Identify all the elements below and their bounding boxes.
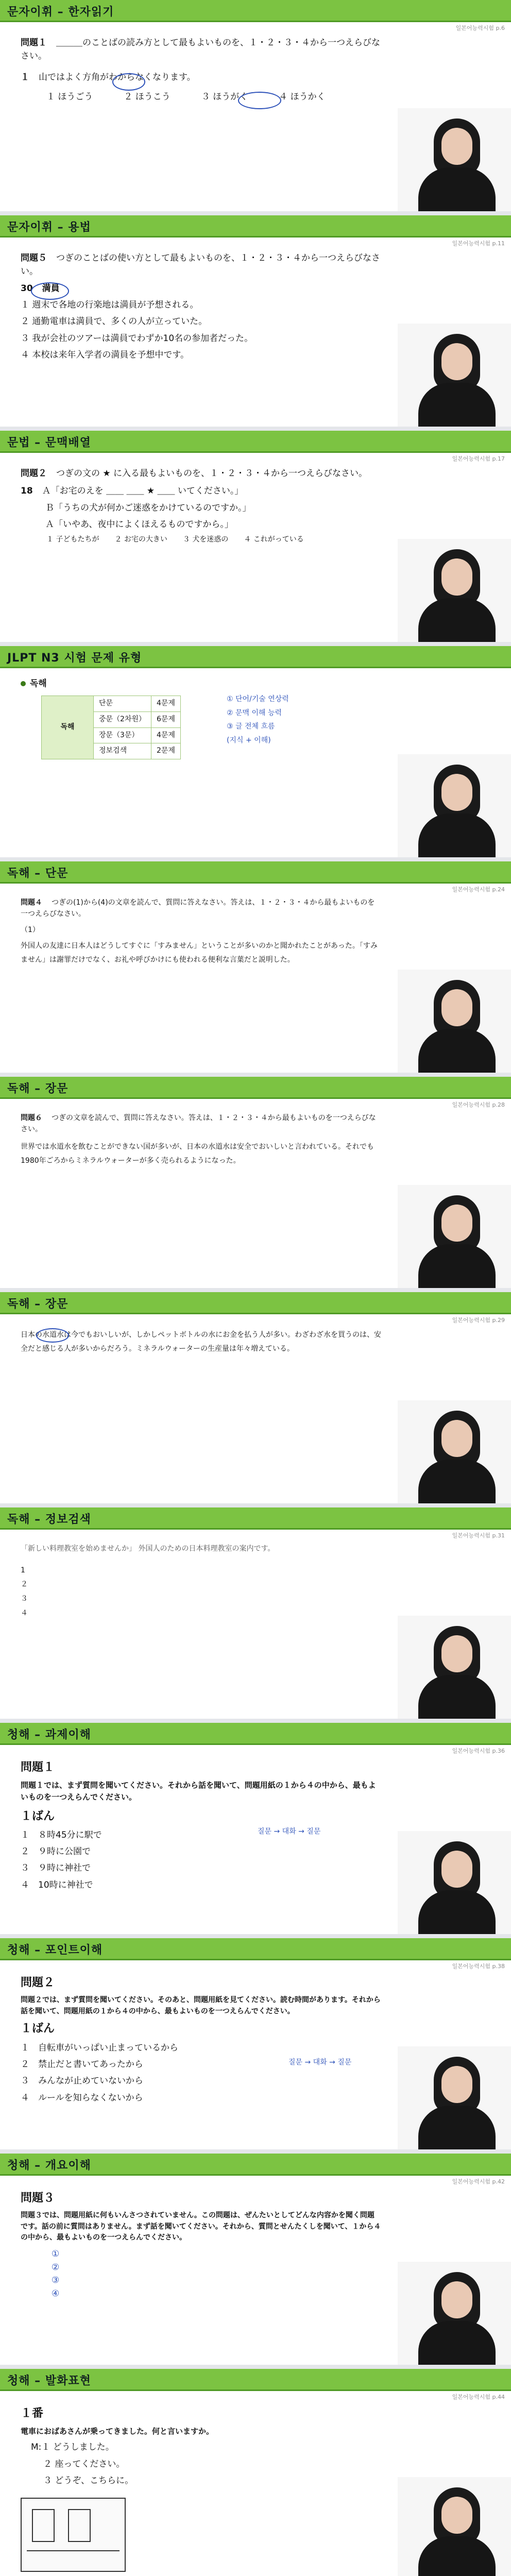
instruction: つぎの文章を読んで、質問に答えなさい。答えは、１・２・３・４から最もよいものを一つえらびなさい。	[21, 1114, 376, 1133]
slide-grammar-order	[0, 431, 511, 642]
option-1: M:１ どうしました。	[31, 2442, 114, 2453]
choice-4: ４ ほうかく	[279, 92, 326, 103]
item-number: １番	[21, 2407, 44, 2420]
page-reference: 일본어능력시험 p.38	[452, 1963, 505, 1970]
page-reference: 일본어능력시험 p.29	[452, 1317, 505, 1324]
slide-header	[0, 2369, 511, 2389]
option-3: ３ どうぞ、こちらに。	[43, 2476, 134, 2486]
slide-header	[0, 646, 511, 667]
annotation-circle	[31, 282, 69, 300]
usage-line-3: ３ 我が会社のツアーは満員でわずか10名の参加者だった。	[21, 333, 253, 344]
sub-number: （1）	[21, 926, 40, 935]
page-reference: 일본어능력시험 p.31	[452, 1532, 505, 1539]
question-number: １	[21, 72, 29, 82]
choice-4: ４	[21, 1608, 28, 1617]
instruction: 問題２では、まず質問を聞いてください。そのあと、問題用紙を見てください。読む時間があります。それから話を聞いて、問題用紙の１から４の中から、最もよいものを一つえらんでください。	[21, 1996, 381, 2015]
reading-passage: 日本の水道水は今でもおいしいが、しかしペットボトルの水にお金を払う人が多い。わざわざ水を買うのは、安全だと感じる人が多いからだろう。ミネラルウォーターの生産量は年々増えている。	[21, 1331, 381, 1353]
slide-jlpt-types	[0, 646, 511, 857]
reading-passage: 世界では水道水を飲むことができない国が多いが、日本の水道水は安全でおいしいと言われている。それでも1980年ごろからミネラルウォーターが多く売られるようになった。	[21, 1143, 374, 1165]
presenter-video	[398, 2262, 511, 2365]
target-word: 満員	[42, 283, 60, 294]
mark-2: ②	[52, 2262, 60, 2273]
annotation-circle	[112, 73, 145, 91]
question-number: 18	[21, 486, 33, 497]
page-reference: 일본어능력시험 p.17	[452, 455, 505, 462]
slide-vocab-usage	[0, 215, 511, 427]
mark-1: ①	[52, 2249, 60, 2260]
annotation-circle	[238, 92, 281, 109]
instruction: つぎのことばの使い方として最もよいものを、１・２・３・４から一つえらびなさい。	[21, 253, 380, 277]
slide-listening-utterance	[0, 2369, 511, 2576]
mark-3: ③	[52, 2275, 60, 2286]
dialog-b: Ｂ「うちの犬が何かご迷惑をかけているのですか。」	[45, 502, 251, 513]
presenter-video	[398, 108, 511, 211]
usage-line-2: ２ 通勤電車は満員で、多くの人が立っていた。	[21, 316, 208, 327]
question-label: 問題６	[21, 1114, 42, 1122]
sentence: 山ではよく方角がわからなくなります。	[39, 72, 196, 82]
instruction: 電車におばあさんが乗ってきました。何と言いますか。	[21, 2427, 214, 2436]
slide-kanji-reading	[0, 0, 511, 211]
question-type-table: 독해 단문 4문제 중문（2차원） 6문제 장문（3문） 4문제 정보검색 2문제	[41, 696, 181, 759]
mark-4: ④	[52, 2288, 60, 2299]
slide-title: 문자이휘 – 용법	[7, 221, 91, 234]
choice-1: １ ほうごう	[46, 92, 93, 103]
slide-header	[0, 0, 511, 21]
slide-title: 문법 – 문맥배열	[7, 436, 91, 449]
question-label: 問題５	[21, 253, 47, 263]
slide-header	[0, 1507, 511, 1528]
slide-header	[0, 861, 511, 882]
page-reference: 일본어능력시험 p.42	[452, 2178, 505, 2185]
choice-3: ３	[21, 1595, 28, 1603]
instruction: つぎの文の ★ に入る最もよいものを、１・２・３・４から一つえらびなさい。	[56, 468, 368, 479]
choice-2: ２	[21, 1580, 28, 1589]
problem-heading: 問題３	[21, 2192, 55, 2205]
slide-title: 독해 – 장문	[7, 1082, 69, 1095]
bullet-icon	[21, 681, 26, 686]
instruction: つぎの(1)から(4)の文章を読んで、質問に答えなさい。答えは、１・２・３・４から最もよいものを一つえらびなさい。	[21, 899, 375, 918]
presenter-video	[398, 754, 511, 857]
choice-1: １ 子どもたちが	[46, 535, 99, 544]
page-reference: 일본어능력시험 p.6	[455, 25, 505, 31]
presenter-video	[398, 970, 511, 1073]
usage-line-1: １ 週末で各地の行楽地は満員が予想される。	[21, 300, 199, 311]
section-label: 독해	[30, 679, 47, 689]
slide-title: 청해 – 포인트이해	[7, 1944, 103, 1957]
item-number: １ばん	[21, 1809, 55, 1823]
slide-reading-long	[0, 1077, 511, 1288]
slide-header	[0, 1292, 511, 1313]
presenter-video	[398, 2477, 511, 2576]
slide-header	[0, 1077, 511, 1097]
presenter-video	[398, 1831, 511, 1934]
choice-4: ４ これがっている	[244, 535, 304, 544]
slide-header	[0, 1938, 511, 1959]
train-illustration	[21, 2498, 126, 2572]
choice-2: ２ お宅の大きい	[114, 535, 167, 544]
choice-1: 1	[21, 1566, 25, 1574]
type-cell: 독해	[42, 696, 94, 759]
choice-2: ２ 禁止だと書いてあったから	[21, 2059, 143, 2070]
slide-header	[0, 1723, 511, 1743]
question-label: 問題１	[21, 38, 47, 48]
dialog-a2: Ａ「いやあ、夜中によくほえるものですから。」	[45, 519, 233, 530]
choice-3: ３ ９時に神社で	[21, 1863, 91, 1874]
slide-title: 청해 – 발화표현	[7, 2375, 91, 2387]
reading-passage: 外国人の友達に日本人はどうしてすぐに「すみません」ということが多いのかと聞かれたことがあった。「すみません」は謝罪だけでなく、お礼や呼びかけにも使われる便利な言葉だと説明した。	[21, 942, 378, 964]
choice-2: ２ ９時に公園で	[21, 1846, 91, 1857]
presenter-video	[398, 1400, 511, 1503]
slide-listening-point	[0, 1938, 511, 2149]
slide-header	[0, 215, 511, 236]
instruction: ＿＿＿のことばの読み方として最もよいものを、１・２・３・４から一つえらびなさい。	[21, 38, 380, 62]
handwritten-note: 질문 → 대화 → 질문	[258, 1827, 321, 1836]
slide-title: 독해 – 정보검색	[7, 1513, 91, 1526]
dialog-a: Ａ「お宅のえを ＿＿ ＿＿ ★ ＿＿ いてください。」	[42, 486, 244, 497]
slide-reading-long-2	[0, 1292, 511, 1503]
choice-3: ３ みんなが止めていないから	[21, 2076, 143, 2087]
choice-1: １ 自転車がいっぱい止まっているから	[21, 2042, 178, 2053]
usage-line-4: ４ 本校は来年入学者の満員を予想中です。	[21, 350, 190, 361]
choice-4: ４ 10時に神社で	[21, 1879, 93, 1890]
page-reference: 일본어능력시험 p.24	[452, 886, 505, 893]
handwritten-note: 질문 → 대화 → 질문	[288, 2058, 352, 2066]
slide-title: 청해 – 과제이해	[7, 1728, 91, 1741]
slide-info-search	[0, 1507, 511, 1719]
question-label: 問題２	[21, 468, 47, 479]
choice-3: ３ ほうがく	[201, 92, 248, 103]
handwritten-notes: ① 단어/기술 연상력 ② 문맥 이해 능력 ③ 글 전체 흐름 (지식 + 이해)	[227, 695, 289, 744]
presenter-video	[398, 1185, 511, 1288]
page-reference: 일본어능력시험 p.11	[452, 240, 505, 247]
slide-reading-short	[0, 861, 511, 1073]
presenter-video	[398, 324, 511, 427]
instruction: 問題３では、問題用紙に何もいんさつされていません。この問題は、ぜんたいとしてどんな内容かを聞く問題です。話の前に質問はありません。まず話を聞いてください。それから、質問とせんたくしを聞いて、１から４の中から、最もよいものを一つえらんでください。	[21, 2211, 381, 2242]
presenter-video	[398, 539, 511, 642]
question-label: 問題４	[21, 899, 42, 907]
question-number: 30	[21, 283, 33, 294]
slide-title: 문자이휘 – 한자읽기	[7, 6, 114, 19]
choice-1: １ ８時45分に駅で	[21, 1829, 102, 1840]
info-passage: 「新しい料理教室を始めませんか」 外国人のための日本料理教室の案内です。	[21, 1545, 275, 1553]
page-reference: 일본어능력시험 p.36	[452, 1748, 505, 1754]
choice-2: ２ ほうこう	[124, 92, 171, 103]
slide-listening-task	[0, 1723, 511, 1934]
choice-3: ３ 犬を迷惑の	[182, 535, 229, 544]
presenter-video	[398, 2046, 511, 2149]
option-2: ２ 座ってください。	[43, 2459, 125, 2469]
page-reference: 일본어능력시험 p.28	[452, 1101, 505, 1108]
slide-title: 독해 – 장문	[7, 1298, 69, 1311]
slide-listening-overview	[0, 2154, 511, 2365]
problem-heading: 問題１	[21, 1761, 55, 1774]
choice-4: ４ ルールを知らなくないから	[21, 2092, 143, 2103]
page-reference: 일본어능력시험 p.44	[452, 2394, 505, 2400]
item-number: １ばん	[21, 2022, 55, 2036]
slide-title: JLPT N3 시험 문제 유형	[7, 652, 142, 665]
slide-header	[0, 431, 511, 451]
instruction: 問題１では、まず質問を聞いてください。それから話を聞いて、問題用紙の１から４の中から、最もよいものを一つえらんでください。	[21, 1781, 376, 1802]
slide-title: 청해 – 개요이해	[7, 2159, 91, 2172]
slide-header	[0, 2154, 511, 2174]
presenter-video	[398, 1616, 511, 1719]
problem-heading: 問題２	[21, 1976, 55, 1989]
annotation-circle	[36, 1328, 69, 1343]
slide-title: 독해 – 단문	[7, 867, 69, 880]
